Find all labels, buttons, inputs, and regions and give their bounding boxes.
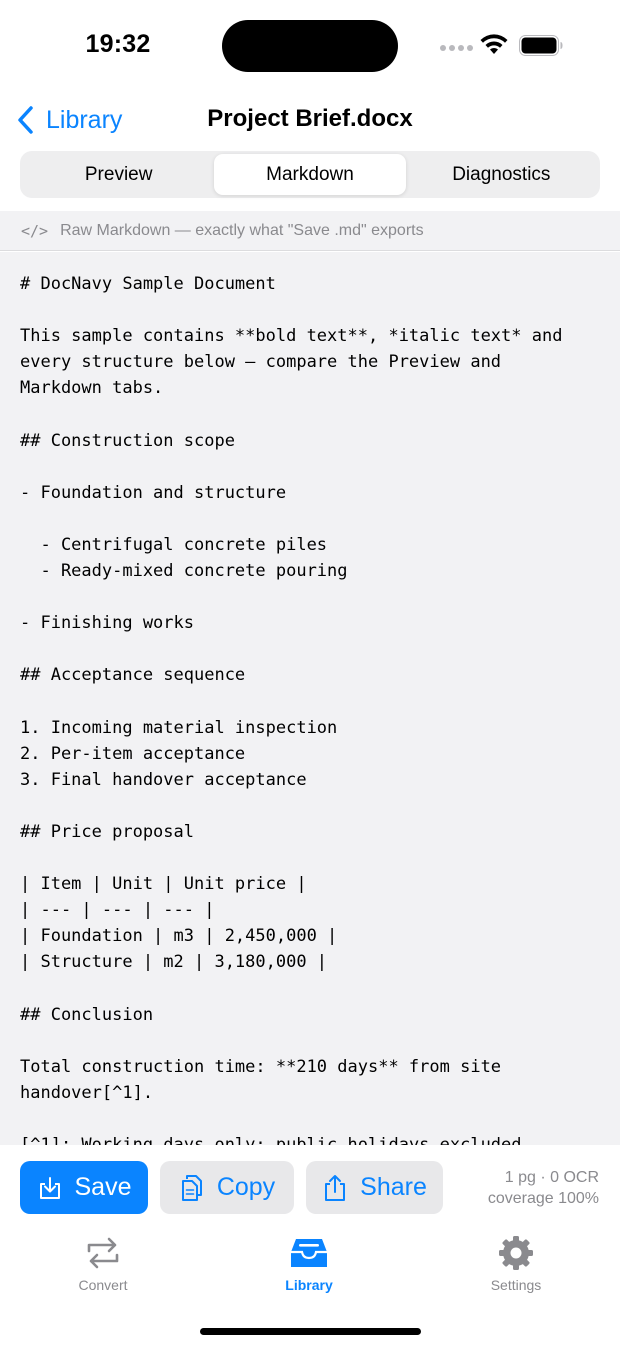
code-icon: </>: [21, 221, 49, 240]
gear-icon: [498, 1235, 534, 1271]
markdown-line: ## Acceptance sequence: [20, 665, 246, 686]
markdown-line: handover[^1].: [20, 1082, 154, 1103]
battery-icon: [519, 35, 563, 56]
markdown-line: - Foundation and structure: [20, 482, 287, 503]
copy-button[interactable]: [160, 1161, 294, 1214]
markdown-line: | Foundation | m3 | 2,450,000 |: [20, 926, 338, 947]
cellular-signal-icon: [440, 45, 473, 51]
markdown-line: | --- | --- | --- |: [20, 900, 215, 921]
wifi-icon: [478, 32, 510, 56]
status-time: 19:32: [85, 30, 151, 58]
tab-convert[interactable]: [43, 1235, 163, 1293]
markdown-line: 3. Final handover acceptance: [20, 769, 307, 790]
markdown-line: [20, 793, 605, 819]
markdown-line: [20, 506, 605, 532]
markdown-line: | Item | Unit | Unit price |: [20, 874, 307, 895]
status-bar: [0, 0, 620, 92]
copy-button-label: Copy: [216, 1173, 276, 1201]
markdown-line: - Finishing works: [20, 613, 194, 634]
markdown-line: [20, 297, 605, 323]
markdown-line: [20, 401, 605, 427]
tray-icon: [288, 1235, 330, 1271]
page-title: Project Brief.docx: [207, 105, 413, 132]
tab-diagnostics[interactable]: Diagnostics: [452, 163, 551, 185]
save-button-label: Save: [74, 1173, 132, 1201]
conversion-stats: [488, 1167, 599, 1209]
tab-settings-label: Settings: [490, 1277, 542, 1293]
share-button[interactable]: [306, 1161, 443, 1214]
markdown-line: - Ready-mixed concrete pouring: [20, 561, 348, 582]
markdown-line: ## Construction scope: [20, 430, 235, 451]
info-bar-text: Raw Markdown — exactly what "Save .md" exports: [60, 221, 424, 239]
markdown-line: This sample contains **bold text**, *italic text* and: [20, 326, 563, 347]
markdown-line: - Centrifugal concrete piles: [20, 534, 328, 555]
markdown-line: Total construction time: **210 days** from site: [20, 1056, 502, 1077]
raw-markdown-info-bar: [0, 211, 620, 251]
share-icon: [322, 1174, 348, 1202]
markdown-line: every structure below — compare the Preview and: [20, 352, 502, 373]
back-button-label: Library: [46, 105, 123, 134]
markdown-text: [20, 271, 605, 1158]
stats-pages-ocr: 1 pg · 0 OCR: [504, 1169, 599, 1186]
markdown-line: 1. Incoming material inspection: [20, 717, 338, 738]
share-button-label: Share: [360, 1173, 427, 1201]
markdown-line: Markdown tabs.: [20, 378, 164, 399]
markdown-line: # DocNavy Sample Document: [20, 274, 276, 294]
markdown-line: [20, 584, 605, 610]
home-indicator: [200, 1328, 421, 1335]
tab-settings[interactable]: [456, 1235, 576, 1293]
action-bar: [0, 1145, 620, 1227]
markdown-line: ## Conclusion: [20, 1004, 154, 1025]
tab-preview[interactable]: Preview: [84, 163, 153, 185]
markdown-line: [20, 976, 605, 1002]
download-icon: [37, 1175, 63, 1201]
markdown-content-area[interactable]: [0, 252, 620, 1145]
tab-markdown[interactable]: Markdown: [214, 154, 405, 195]
markdown-line: [20, 1106, 605, 1132]
tab-library[interactable]: [249, 1235, 369, 1293]
markdown-line: ## Price proposal: [20, 821, 194, 842]
view-mode-segmented-control: [20, 151, 600, 198]
markdown-line: [20, 1028, 605, 1054]
markdown-line: [20, 845, 605, 871]
markdown-line: [20, 636, 605, 662]
dynamic-island: [222, 20, 398, 72]
markdown-line: | Structure | m2 | 3,180,000 |: [20, 952, 328, 973]
save-button[interactable]: [20, 1161, 148, 1214]
tab-convert-label: Convert: [78, 1277, 128, 1293]
markdown-line: [20, 454, 605, 480]
stats-coverage: coverage 100%: [487, 1190, 599, 1207]
tab-library-label: Library: [285, 1277, 333, 1293]
markdown-line: [20, 689, 605, 715]
convert-icon: [81, 1235, 125, 1271]
navigation-bar: [0, 92, 620, 148]
tab-bar: [0, 1227, 620, 1347]
markdown-line: 2. Per-item acceptance: [20, 743, 246, 764]
copy-icon: [179, 1173, 205, 1203]
